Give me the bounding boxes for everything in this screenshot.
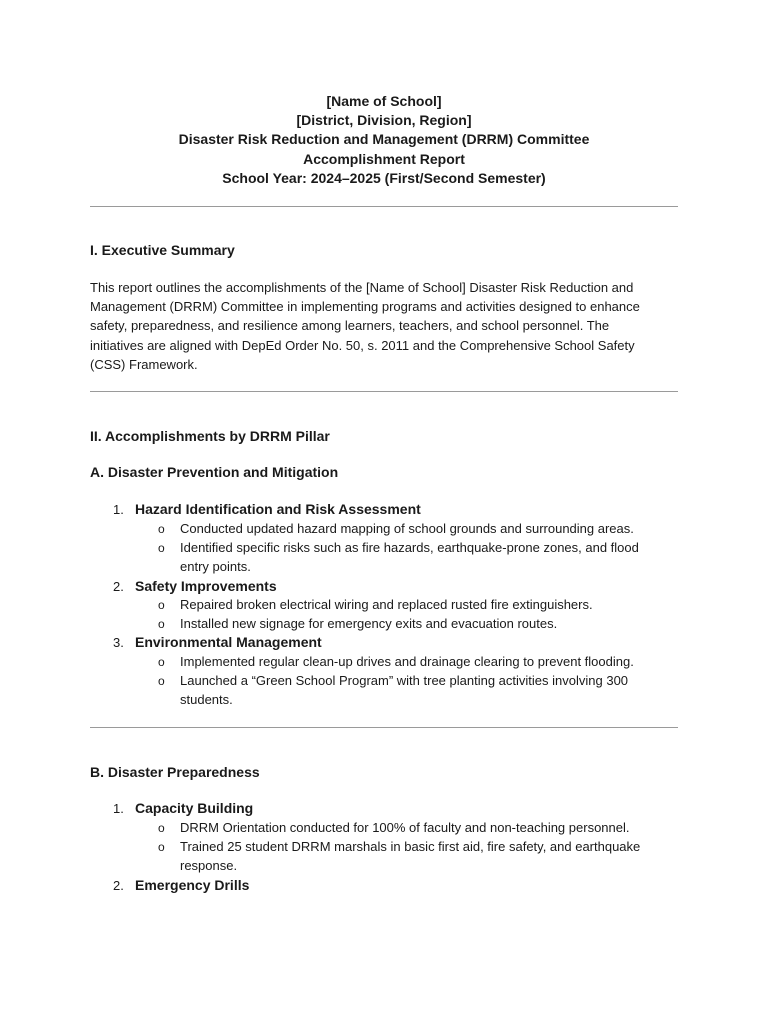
list-item (113, 577, 277, 596)
prevention-heading: A. Disaster Prevention and Mitigation (90, 464, 339, 480)
report-header (90, 92, 678, 188)
bullet-marker: o (158, 655, 165, 669)
bullet-text: Conducted updated hazard mapping of school grounds and surrounding areas. (180, 521, 634, 536)
divider (90, 206, 678, 207)
divider (90, 727, 678, 728)
bullet-text: entry points. (180, 558, 251, 574)
executive-summary-paragraph (90, 278, 680, 374)
list-item (113, 633, 322, 652)
item-title: Capacity Building (135, 800, 254, 816)
paragraph-line: safety, preparedness, and resilience among learners, teachers, and school personnel. The (90, 318, 610, 334)
bullet-text: Trained 25 student DRRM marshals in basic first aid, fire safety, and earthquake (180, 839, 641, 854)
item-number: 1. (113, 801, 124, 816)
item-number: 3. (113, 635, 124, 650)
school-year: School Year: 2024–2025 (First/Second Semester) (222, 169, 546, 186)
bullet-text: Implemented regular clean-up drives and drainage clearing to prevent flooding. (180, 654, 634, 669)
list-item (113, 500, 421, 519)
bullet-text: Installed new signage for emergency exits and evacuation routes. (180, 616, 558, 631)
item-title: Hazard Identification and Risk Assessment (135, 501, 421, 517)
divider (90, 391, 678, 392)
district-division-region: [District, Division, Region] (296, 112, 472, 129)
item-title: Environmental Management (135, 634, 322, 650)
item-title: Safety Improvements (135, 578, 277, 594)
bullet-text: DRRM Orientation conducted for 100% of faculty and non-teaching personnel. (180, 820, 630, 835)
bullet-text: Identified specific risks such as fire hazards, earthquake-prone zones, and flood (180, 540, 639, 555)
committee-name: Disaster Risk Reduction and Management (DRRM) Committee (178, 131, 590, 148)
school-name: [Name of School] (326, 93, 442, 109)
bullet-text: Repaired broken electrical wiring and replaced rusted fire extinguishers. (180, 597, 593, 612)
item-number: 2. (113, 878, 124, 893)
paragraph-line: initiatives are aligned with DepEd Order No. 50, s. 2011 and the Comprehensive School Safety (90, 337, 635, 353)
paragraph-line: Management (DRRM) Committee in implementing programs and activities designed to enhance (90, 299, 640, 315)
bullet-text: students. (180, 691, 233, 707)
report-title: Accomplishment Report (303, 150, 465, 167)
executive-summary-heading: I. Executive Summary (90, 242, 235, 258)
paragraph-line: This report outlines the accomplishments of the [Name of School] Disaster Risk Reduction and (90, 280, 634, 295)
item-number: 1. (113, 502, 124, 517)
bullet-marker: o (158, 674, 165, 688)
bullet-marker: o (158, 522, 165, 536)
preparedness-heading: B. Disaster Preparedness (90, 764, 260, 780)
list-item (113, 799, 253, 818)
paragraph-line: (CSS) Framework. (90, 356, 198, 372)
list-item (113, 876, 249, 895)
bullet-marker: o (158, 617, 165, 631)
bullet-marker: o (158, 541, 165, 555)
accomplishments-heading: II. Accomplishments by DRRM Pillar (90, 428, 330, 444)
bullet-marker: o (158, 821, 165, 835)
item-title: Emergency Drills (135, 877, 250, 893)
item-number: 2. (113, 579, 124, 594)
bullet-text: response. (180, 857, 238, 873)
bullet-marker: o (158, 598, 165, 612)
bullet-text: Launched a “Green School Program” with tree planting activities involving 300 (180, 673, 629, 688)
bullet-marker: o (158, 840, 165, 854)
